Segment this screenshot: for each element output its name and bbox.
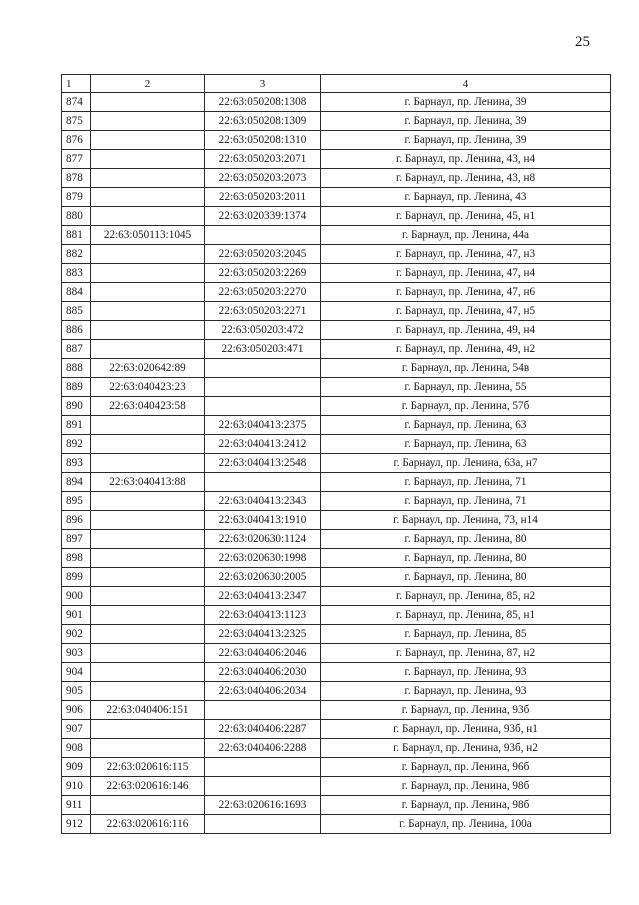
land-cadastral-number-cell [91, 150, 205, 169]
land-cadastral-number-cell [91, 568, 205, 587]
land-cadastral-number-cell: 22:63:040423:23 [91, 378, 205, 397]
building-cadastral-number-cell [205, 378, 321, 397]
table-row [62, 606, 611, 625]
row-number-cell: 876 [62, 131, 91, 150]
row-number-cell: 896 [62, 511, 91, 530]
row-number-cell: 898 [62, 549, 91, 568]
building-cadastral-number-cell: 22:63:050203:2011 [205, 188, 321, 207]
address-cell: г. Барнаул, пр. Ленина, 96б [321, 758, 611, 777]
building-cadastral-number-cell: 22:63:050203:2270 [205, 283, 321, 302]
table-row [62, 530, 611, 549]
row-number-cell: 884 [62, 283, 91, 302]
table-row [62, 112, 611, 131]
row-number-cell: 908 [62, 739, 91, 758]
table-row [62, 397, 611, 416]
land-cadastral-number-cell [91, 435, 205, 454]
row-number-cell: 900 [62, 587, 91, 606]
building-cadastral-number-cell: 22:63:040413:2343 [205, 492, 321, 511]
address-cell: г. Барнаул, пр. Ленина, 87, н2 [321, 644, 611, 663]
row-number-cell: 889 [62, 378, 91, 397]
land-cadastral-number-cell: 22:63:020616:115 [91, 758, 205, 777]
land-cadastral-number-cell [91, 321, 205, 340]
column-header-3: 3 [205, 75, 321, 93]
land-cadastral-number-cell [91, 340, 205, 359]
table-row [62, 416, 611, 435]
row-number-cell: 891 [62, 416, 91, 435]
table-row [62, 302, 611, 321]
row-number-cell: 877 [62, 150, 91, 169]
row-number-cell: 909 [62, 758, 91, 777]
land-cadastral-number-cell [91, 416, 205, 435]
table-row [62, 682, 611, 701]
building-cadastral-number-cell: 22:63:040406:2287 [205, 720, 321, 739]
table-row [62, 131, 611, 150]
row-number-cell: 874 [62, 93, 91, 112]
row-number-cell: 894 [62, 473, 91, 492]
address-cell: г. Барнаул, пр. Ленина, 71 [321, 492, 611, 511]
table-row [62, 568, 611, 587]
row-number-cell: 880 [62, 207, 91, 226]
land-cadastral-number-cell [91, 454, 205, 473]
land-cadastral-number-cell [91, 207, 205, 226]
building-cadastral-number-cell: 22:63:020630:1124 [205, 530, 321, 549]
building-cadastral-number-cell: 22:63:040406:2034 [205, 682, 321, 701]
building-cadastral-number-cell: 22:63:020616:1693 [205, 796, 321, 815]
row-number-cell: 897 [62, 530, 91, 549]
land-cadastral-number-cell [91, 264, 205, 283]
row-number-cell: 882 [62, 245, 91, 264]
address-cell: г. Барнаул, пр. Ленина, 63а, н7 [321, 454, 611, 473]
table-row [62, 93, 611, 112]
building-cadastral-number-cell: 22:63:050203:2073 [205, 169, 321, 188]
table-row [62, 207, 611, 226]
building-cadastral-number-cell: 22:63:050208:1309 [205, 112, 321, 131]
building-cadastral-number-cell: 22:63:040406:2288 [205, 739, 321, 758]
table-row [62, 169, 611, 188]
address-cell: г. Барнаул, пр. Ленина, 45, н1 [321, 207, 611, 226]
land-cadastral-number-cell [91, 644, 205, 663]
building-cadastral-number-cell: 22:63:040406:2030 [205, 663, 321, 682]
address-cell: г. Барнаул, пр. Ленина, 85, н1 [321, 606, 611, 625]
address-cell: г. Барнаул, пр. Ленина, 39 [321, 112, 611, 131]
building-cadastral-number-cell: 22:63:040413:1910 [205, 511, 321, 530]
table-row [62, 283, 611, 302]
building-cadastral-number-cell: 22:63:050203:2045 [205, 245, 321, 264]
row-number-cell: 905 [62, 682, 91, 701]
header-row [62, 75, 611, 93]
building-cadastral-number-cell [205, 758, 321, 777]
address-cell: г. Барнаул, пр. Ленина, 43, н4 [321, 150, 611, 169]
table-row [62, 359, 611, 378]
building-cadastral-number-cell: 22:63:020630:1998 [205, 549, 321, 568]
land-cadastral-number-cell [91, 131, 205, 150]
land-cadastral-number-cell [91, 492, 205, 511]
row-number-cell: 890 [62, 397, 91, 416]
land-cadastral-number-cell [91, 549, 205, 568]
table-row [62, 378, 611, 397]
row-number-cell: 879 [62, 188, 91, 207]
land-cadastral-number-cell [91, 720, 205, 739]
row-number-cell: 895 [62, 492, 91, 511]
property-register-table [61, 74, 611, 834]
table-row [62, 663, 611, 682]
land-cadastral-number-cell: 22:63:020616:146 [91, 777, 205, 796]
address-cell: г. Барнаул, пр. Ленина, 47, н5 [321, 302, 611, 321]
address-cell: г. Барнаул, пр. Ленина, 49, н2 [321, 340, 611, 359]
table-row [62, 549, 611, 568]
column-header-1: 1 [62, 75, 91, 93]
table-row [62, 454, 611, 473]
land-cadastral-number-cell [91, 682, 205, 701]
address-cell: г. Барнаул, пр. Ленина, 47, н3 [321, 245, 611, 264]
land-cadastral-number-cell: 22:63:040413:88 [91, 473, 205, 492]
table-row [62, 815, 611, 834]
land-cadastral-number-cell: 22:63:050113:1045 [91, 226, 205, 245]
row-number-cell: 887 [62, 340, 91, 359]
table-row [62, 264, 611, 283]
land-cadastral-number-cell [91, 606, 205, 625]
table-row [62, 245, 611, 264]
row-number-cell: 904 [62, 663, 91, 682]
address-cell: г. Барнаул, пр. Ленина, 93б, н1 [321, 720, 611, 739]
building-cadastral-number-cell: 22:63:050203:2269 [205, 264, 321, 283]
table-row [62, 739, 611, 758]
row-number-cell: 910 [62, 777, 91, 796]
building-cadastral-number-cell [205, 815, 321, 834]
building-cadastral-number-cell: 22:63:050203:2071 [205, 150, 321, 169]
row-number-cell: 911 [62, 796, 91, 815]
column-header-4: 4 [321, 75, 611, 93]
row-number-cell: 885 [62, 302, 91, 321]
row-number-cell: 892 [62, 435, 91, 454]
table-row [62, 758, 611, 777]
table-row [62, 701, 611, 720]
land-cadastral-number-cell [91, 739, 205, 758]
building-cadastral-number-cell [205, 473, 321, 492]
row-number-cell: 912 [62, 815, 91, 834]
page-number: 25 [575, 34, 590, 50]
row-number-cell: 903 [62, 644, 91, 663]
address-cell: г. Барнаул, пр. Ленина, 39 [321, 131, 611, 150]
land-cadastral-number-cell [91, 625, 205, 644]
building-cadastral-number-cell: 22:63:040413:2325 [205, 625, 321, 644]
table-row [62, 150, 611, 169]
land-cadastral-number-cell [91, 283, 205, 302]
address-cell: г. Барнаул, пр. Ленина, 93б, н2 [321, 739, 611, 758]
table-row [62, 625, 611, 644]
building-cadastral-number-cell: 22:63:040413:2412 [205, 435, 321, 454]
table-row [62, 796, 611, 815]
land-cadastral-number-cell [91, 511, 205, 530]
address-cell: г. Барнаул, пр. Ленина, 63 [321, 416, 611, 435]
building-cadastral-number-cell [205, 359, 321, 378]
row-number-cell: 888 [62, 359, 91, 378]
land-cadastral-number-cell: 22:63:040423:58 [91, 397, 205, 416]
address-cell: г. Барнаул, пр. Ленина, 80 [321, 530, 611, 549]
row-number-cell: 875 [62, 112, 91, 131]
land-cadastral-number-cell [91, 796, 205, 815]
table-row [62, 777, 611, 796]
row-number-cell: 886 [62, 321, 91, 340]
address-cell: г. Барнаул, пр. Ленина, 63 [321, 435, 611, 454]
address-cell: г. Барнаул, пр. Ленина, 43 [321, 188, 611, 207]
land-cadastral-number-cell [91, 188, 205, 207]
building-cadastral-number-cell: 22:63:040406:2046 [205, 644, 321, 663]
building-cadastral-number-cell: 22:63:050203:472 [205, 321, 321, 340]
building-cadastral-number-cell: 22:63:040413:2548 [205, 454, 321, 473]
address-cell: г. Барнаул, пр. Ленина, 71 [321, 473, 611, 492]
column-header-2: 2 [91, 75, 205, 93]
row-number-cell: 893 [62, 454, 91, 473]
address-cell: г. Барнаул, пр. Ленина, 55 [321, 378, 611, 397]
address-cell: г. Барнаул, пр. Ленина, 98б [321, 777, 611, 796]
building-cadastral-number-cell [205, 397, 321, 416]
table-row [62, 226, 611, 245]
address-cell: г. Барнаул, пр. Ленина, 100а [321, 815, 611, 834]
table-row [62, 587, 611, 606]
table-row [62, 340, 611, 359]
land-cadastral-number-cell: 22:63:040406:151 [91, 701, 205, 720]
address-cell: г. Барнаул, пр. Ленина, 80 [321, 549, 611, 568]
building-cadastral-number-cell: 22:63:040413:1123 [205, 606, 321, 625]
address-cell: г. Барнаул, пр. Ленина, 98б [321, 796, 611, 815]
land-cadastral-number-cell [91, 169, 205, 188]
address-cell: г. Барнаул, пр. Ленина, 47, н4 [321, 264, 611, 283]
table-row [62, 511, 611, 530]
building-cadastral-number-cell: 22:63:040413:2347 [205, 587, 321, 606]
table-row [62, 720, 611, 739]
row-number-cell: 883 [62, 264, 91, 283]
land-cadastral-number-cell [91, 93, 205, 112]
table-body [62, 93, 611, 834]
address-cell: г. Барнаул, пр. Ленина, 73, н14 [321, 511, 611, 530]
address-cell: г. Барнаул, пр. Ленина, 93 [321, 663, 611, 682]
address-cell: г. Барнаул, пр. Ленина, 54в [321, 359, 611, 378]
land-cadastral-number-cell [91, 245, 205, 264]
table-row [62, 321, 611, 340]
table-row [62, 473, 611, 492]
land-cadastral-number-cell: 22:63:020616:116 [91, 815, 205, 834]
building-cadastral-number-cell [205, 701, 321, 720]
land-cadastral-number-cell [91, 112, 205, 131]
table-row [62, 644, 611, 663]
building-cadastral-number-cell: 22:63:050208:1310 [205, 131, 321, 150]
row-number-cell: 906 [62, 701, 91, 720]
building-cadastral-number-cell [205, 226, 321, 245]
building-cadastral-number-cell: 22:63:050203:471 [205, 340, 321, 359]
table-row [62, 435, 611, 454]
address-cell: г. Барнаул, пр. Ленина, 43, н8 [321, 169, 611, 188]
row-number-cell: 878 [62, 169, 91, 188]
table-row [62, 188, 611, 207]
row-number-cell: 881 [62, 226, 91, 245]
address-cell: г. Барнаул, пр. Ленина, 85 [321, 625, 611, 644]
address-cell: г. Барнаул, пр. Ленина, 80 [321, 568, 611, 587]
building-cadastral-number-cell: 22:63:020630:2005 [205, 568, 321, 587]
row-number-cell: 901 [62, 606, 91, 625]
land-cadastral-number-cell [91, 302, 205, 321]
row-number-cell: 902 [62, 625, 91, 644]
building-cadastral-number-cell: 22:63:040413:2375 [205, 416, 321, 435]
building-cadastral-number-cell: 22:63:050208:1308 [205, 93, 321, 112]
building-cadastral-number-cell: 22:63:020339:1374 [205, 207, 321, 226]
land-cadastral-number-cell [91, 587, 205, 606]
address-cell: г. Барнаул, пр. Ленина, 47, н6 [321, 283, 611, 302]
address-cell: г. Барнаул, пр. Ленина, 49, н4 [321, 321, 611, 340]
land-cadastral-number-cell [91, 530, 205, 549]
building-cadastral-number-cell: 22:63:050203:2271 [205, 302, 321, 321]
row-number-cell: 899 [62, 568, 91, 587]
land-cadastral-number-cell: 22:63:020642:89 [91, 359, 205, 378]
land-cadastral-number-cell [91, 663, 205, 682]
address-cell: г. Барнаул, пр. Ленина, 93 [321, 682, 611, 701]
building-cadastral-number-cell [205, 777, 321, 796]
address-cell: г. Барнаул, пр. Ленина, 39 [321, 93, 611, 112]
address-cell: г. Барнаул, пр. Ленина, 85, н2 [321, 587, 611, 606]
address-cell: г. Барнаул, пр. Ленина, 93б [321, 701, 611, 720]
address-cell: г. Барнаул, пр. Ленина, 44а [321, 226, 611, 245]
table-row [62, 492, 611, 511]
address-cell: г. Барнаул, пр. Ленина, 57б [321, 397, 611, 416]
row-number-cell: 907 [62, 720, 91, 739]
